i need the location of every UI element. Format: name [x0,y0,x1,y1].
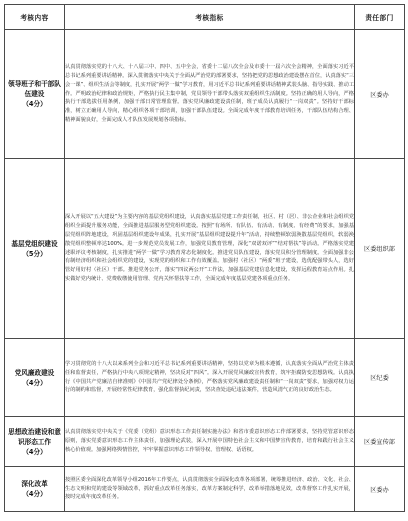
table-header-row [5,5,405,30]
index-text: 深入开展以“五大建设”为主要内容的基层党组织建设，认真落实基层党建工作责任制，社区、村（居）、非公企业和社会组织党组织全面提升服务功能，全面推进基层服务型党组织建设。按照“有场所、有队伍、有活动、有制度、有经费”的要求，加强基层党组织阵地建设，巩固基层组织建设年成果，扎实开展“基层组织建设提升年”活动，持续整顿软弱涣散基层党组织，软弱涣散党组织整顿率达100%。进一步规范党员发展工作，加强党员教育管理，深化“双诺双评”“结对帮扶”等活动。严格落实党建述职评议考核制度，扎实推进“两学一做”学习教育常态化制度化。推进党员队伍建设，落实党员积分管理制度。全面加强非公有制经济组织和社会组织党的建设，实现党的组织和工作有效覆盖。加强村（社区）“两委”班子建设，选优配强带头人，选好管好用好村（社区）干部。推进党务公开，落实“四议两公开”工作法，加强基层党建信息化建设，发挥远程教育站点作用。扎实做好党内统计、党费收缴使用管理、党内关怀帮扶等工作，全面完成年度基层党建各项重点任务。 [65,159,355,339]
content-title: 领导班子和干部队伍建设 [8,80,61,98]
content-score: （4分） [22,100,47,108]
table-row [5,339,405,417]
table-row [5,417,405,467]
index-text: 按照区委全面深化改革领导小组2016年工作要点，认真贯彻落实全面深化改革各项部署，统筹推进经济、政治、文化、社会、生态文明和党的建设等领域改革，抓好重点改革任务落实，改革方案制定科学，改革举措落地见效，改革督察工作扎实开展，按时完成年度改革任务。 [65,467,355,512]
content-score: （4分） [22,447,47,456]
content-score: （5分） [22,249,47,258]
content-cell [5,30,65,159]
table-row [5,159,405,339]
table-row [5,30,405,159]
header-content: 考核内容 [5,5,65,30]
table-row [5,467,405,512]
index-text: 学习贯彻党的十八大以来系列全会和习近平总书记系列重要讲话精神，坚持以党章为根本遵循，认真落实全面从严治党主体责任和监督责任，严格执行中央八项规定精神，坚决反对“四风”。深入开展党风廉政宣传教育，筑牢拒腐防变思想防线。认真执行《中国共产党廉洁自律准则》《中国共产党纪律处分条例》，严格落实党风廉政建设责任制和“一岗双责”要求，加强对权力运行的制约和监督，开展经常性纪律教育，强化监督执纪问责，坚决查处违纪违法案件，营造风清气正的良好政治生态。 [65,339,355,417]
content-title: 思想政治建设和意识形态工作 [8,427,61,446]
dept-text: 区委办 [355,30,405,159]
dept-text: 区纪委 [355,339,405,417]
content-cell [5,417,65,467]
content-title: 党风廉政建设 [14,368,55,377]
content-title: 基层党组织建设 [11,239,58,248]
index-text: 认真贯彻落实党中央关于《党委（党组）意识形态工作责任制实施办法》和省市委意识形态工作部署要求，坚持党管意识形态原则，落实党委意识形态工作主体责任，加强理论武装，深入开展中国特色社会主义和中国梦宣传教育，培育和践行社会主义核心价值观。加强网络舆情管控，牢牢掌握意识形态工作领导权、管理权、话语权。 [65,417,355,467]
dept-text: 区委办 [355,467,405,512]
dept-text: 区委组织部 [355,159,405,339]
dept-text: 区委宣传部 [355,417,405,467]
content-score: （4分） [22,378,47,387]
header-index: 考核指标 [65,5,355,30]
content-title: 深化改革 [21,480,48,488]
content-score: （4分） [22,490,47,498]
index-text: 认真贯彻落实党的十八大、十八届三中、四中、五中全会，省委十二届八次全会及市委十一届六次全会精神，全面落实习近平总书记系列重要讲话精神。深入贯彻落实中央关于全面从严治党的部署要求，坚持把党的思想政治建设摆在首位，认真落实“三会一课”、组织生活会等制度，扎实开展“两学一做”学习教育，用习近平总书记系列重要讲话精神武装头脑、指导实践、推动工作。严明政治纪律和政治规矩，严格执行民主集中制，党员领导干部带头落实双重组织生活制度。坚持正确的用人导向，严格执行干部选拔任用条例，加强干部日常管理监督。落实党风廉政建设责任制，班子成员认真履行“一岗双责”。坚持好干部标准，树立正确用人导向，精心组织各项干部培训，加强干部队伍建设。全面完成年度干部教育培训任务，干部队伍结构合理、精神面貌良好，全面完成人才队伍发展规划各项指标。 [65,30,355,159]
content-cell [5,339,65,417]
assessment-table [4,4,405,512]
content-cell [5,467,65,512]
content-cell [5,159,65,339]
header-dept: 责任部门 [355,5,405,30]
